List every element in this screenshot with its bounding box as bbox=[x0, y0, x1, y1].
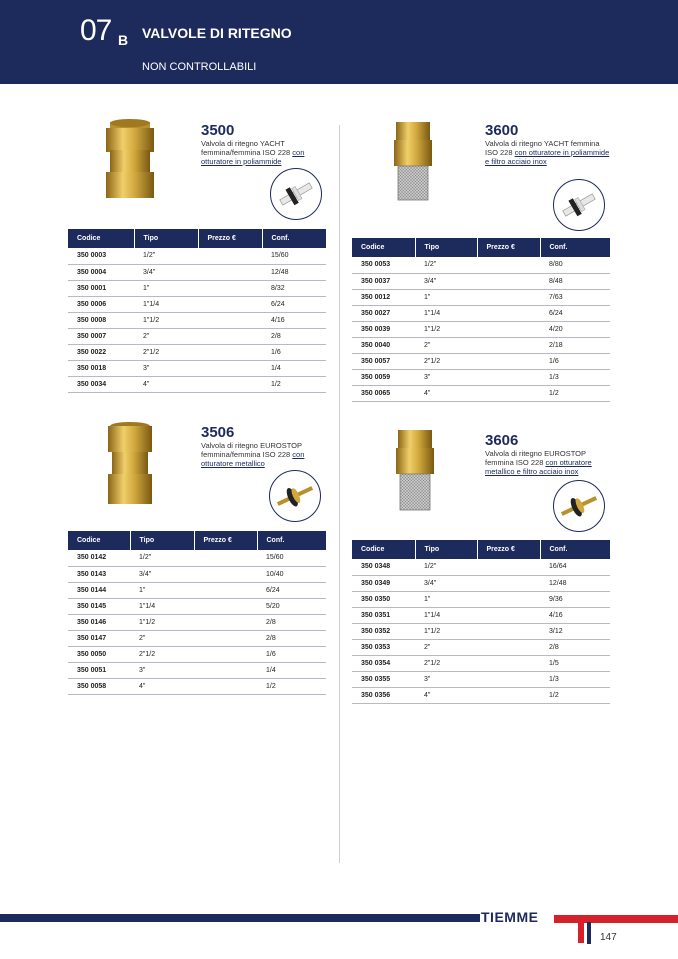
footer-bar bbox=[0, 914, 480, 922]
col-tipo: Tipo bbox=[415, 238, 477, 257]
table-cell: 1"1/2 bbox=[134, 312, 198, 328]
table-cell: 3/4" bbox=[415, 575, 477, 591]
footer-accent-red bbox=[554, 915, 678, 923]
code-cell: 350 0027 bbox=[352, 305, 415, 321]
code-cell: 350 0057 bbox=[352, 353, 415, 369]
code-cell: 350 0018 bbox=[68, 360, 134, 376]
product-description bbox=[201, 441, 326, 468]
table-cell bbox=[477, 671, 540, 687]
col-conf: Conf. bbox=[257, 531, 326, 550]
code-cell: 350 0143 bbox=[68, 566, 130, 582]
col-codice: Codice bbox=[68, 531, 130, 550]
table-cell: 2" bbox=[415, 639, 477, 655]
table-row bbox=[68, 662, 326, 678]
product-code: 3606 bbox=[485, 432, 519, 449]
code-cell: 350 0053 bbox=[352, 257, 415, 273]
col-prezzo: Prezzo € bbox=[194, 531, 257, 550]
table-row bbox=[352, 639, 610, 655]
table-cell: 12/48 bbox=[540, 575, 610, 591]
table-cell: 1"1/2 bbox=[130, 614, 194, 630]
table-cell: 1"1/4 bbox=[415, 305, 477, 321]
table-cell: 1/2 bbox=[540, 687, 610, 703]
code-cell: 350 0022 bbox=[68, 344, 134, 360]
col-prezzo: Prezzo € bbox=[477, 238, 540, 257]
table-cell: 1/3 bbox=[540, 671, 610, 687]
table-cell: 4" bbox=[130, 678, 194, 694]
code-cell: 350 0352 bbox=[352, 623, 415, 639]
description-text: Valvola di ritegno EUROSTOP femmina ISO 228 bbox=[485, 449, 586, 467]
code-cell: 350 0008 bbox=[68, 312, 134, 328]
table-row bbox=[352, 273, 610, 289]
col-codice: Codice bbox=[68, 229, 134, 248]
table-cell bbox=[194, 630, 257, 646]
code-cell: 350 0146 bbox=[68, 614, 130, 630]
table-cell bbox=[198, 264, 262, 280]
table-cell: 1/2" bbox=[415, 257, 477, 273]
product-table bbox=[352, 238, 610, 402]
table-cell bbox=[198, 360, 262, 376]
table-cell: 2/8 bbox=[257, 614, 326, 630]
table-row bbox=[352, 385, 610, 401]
table-cell: 1/2 bbox=[262, 376, 326, 392]
table-cell bbox=[477, 575, 540, 591]
table-cell: 2"1/2 bbox=[134, 344, 198, 360]
table-cell: 3/4" bbox=[134, 264, 198, 280]
table-cell bbox=[477, 607, 540, 623]
col-conf: Conf. bbox=[262, 229, 326, 248]
check-valve-image bbox=[98, 118, 162, 204]
code-cell: 350 0355 bbox=[352, 671, 415, 687]
code-cell: 350 0007 bbox=[68, 328, 134, 344]
table-cell: 2/8 bbox=[540, 639, 610, 655]
table-cell: 1/4 bbox=[262, 360, 326, 376]
section-subtitle: NON CONTROLLABILI bbox=[142, 61, 257, 73]
table-row bbox=[352, 305, 610, 321]
chapter-number: 07 bbox=[80, 14, 112, 47]
product-description bbox=[485, 449, 610, 476]
table-cell: 3" bbox=[130, 662, 194, 678]
table-header-row bbox=[68, 229, 326, 248]
table-cell: 9/36 bbox=[540, 591, 610, 607]
code-cell: 350 0145 bbox=[68, 598, 130, 614]
table-cell bbox=[477, 655, 540, 671]
table-cell: 3/12 bbox=[540, 623, 610, 639]
table-cell bbox=[198, 248, 262, 264]
table-row bbox=[68, 248, 326, 264]
table-cell: 2"1/2 bbox=[415, 655, 477, 671]
table-cell bbox=[477, 273, 540, 289]
table-cell bbox=[477, 353, 540, 369]
check-valve-image bbox=[100, 420, 160, 508]
table-cell: 4" bbox=[134, 376, 198, 392]
table-cell: 4" bbox=[415, 687, 477, 703]
code-cell: 350 0142 bbox=[68, 550, 130, 566]
table-cell: 1/6 bbox=[257, 646, 326, 662]
table-cell bbox=[198, 328, 262, 344]
code-cell: 350 0350 bbox=[352, 591, 415, 607]
description-highlight: con otturatore in poliammide e filtro acciaio inox bbox=[485, 148, 610, 166]
polyamide-poppet-icon bbox=[554, 180, 604, 230]
table-row bbox=[352, 353, 610, 369]
table-cell bbox=[194, 662, 257, 678]
table-cell: 1/2 bbox=[257, 678, 326, 694]
foot-valve-image bbox=[392, 428, 438, 514]
table-cell bbox=[194, 582, 257, 598]
table-cell bbox=[198, 376, 262, 392]
table-cell bbox=[194, 614, 257, 630]
table-cell: 4/16 bbox=[262, 312, 326, 328]
table-header-row bbox=[352, 238, 610, 257]
code-cell: 350 0040 bbox=[352, 337, 415, 353]
code-cell: 350 0037 bbox=[352, 273, 415, 289]
table-cell: 4/20 bbox=[540, 321, 610, 337]
col-tipo: Tipo bbox=[134, 229, 198, 248]
table-cell bbox=[198, 280, 262, 296]
col-conf: Conf. bbox=[540, 238, 610, 257]
table-cell: 1/6 bbox=[262, 344, 326, 360]
table-cell: 1" bbox=[415, 591, 477, 607]
column-divider bbox=[339, 125, 340, 863]
table-cell: 4/16 bbox=[540, 607, 610, 623]
table-cell: 1/5 bbox=[540, 655, 610, 671]
table-cell bbox=[477, 385, 540, 401]
table-cell bbox=[477, 623, 540, 639]
col-tipo: Tipo bbox=[130, 531, 194, 550]
table-cell: 15/60 bbox=[257, 550, 326, 566]
table-cell: 1/3 bbox=[540, 369, 610, 385]
description-highlight: con otturatore metallico bbox=[201, 450, 305, 468]
code-cell: 350 0348 bbox=[352, 559, 415, 575]
table-row bbox=[68, 598, 326, 614]
code-cell: 350 0001 bbox=[68, 280, 134, 296]
code-cell: 350 0349 bbox=[352, 575, 415, 591]
foot-valve-image bbox=[390, 120, 436, 204]
footer-accent-red-vertical bbox=[578, 915, 584, 943]
table-cell: 2" bbox=[134, 328, 198, 344]
table-cell: 1/2" bbox=[130, 550, 194, 566]
table-cell bbox=[477, 639, 540, 655]
table-cell bbox=[194, 678, 257, 694]
code-cell: 350 0004 bbox=[68, 264, 134, 280]
table-row bbox=[352, 337, 610, 353]
table-cell: 2" bbox=[130, 630, 194, 646]
product-code: 3500 bbox=[201, 122, 235, 139]
table-header-row bbox=[68, 531, 326, 550]
section-title: VALVOLE DI RITEGNO bbox=[142, 25, 292, 41]
table-row bbox=[68, 614, 326, 630]
poppet-badge bbox=[553, 480, 605, 532]
table-cell bbox=[198, 312, 262, 328]
table-row bbox=[352, 369, 610, 385]
table-row bbox=[68, 566, 326, 582]
table-row bbox=[352, 607, 610, 623]
table-row bbox=[68, 582, 326, 598]
col-conf: Conf. bbox=[540, 540, 610, 559]
code-cell: 350 0147 bbox=[68, 630, 130, 646]
table-cell: 2"1/2 bbox=[130, 646, 194, 662]
table-cell: 6/24 bbox=[262, 296, 326, 312]
table-cell bbox=[477, 257, 540, 273]
table-cell: 16/64 bbox=[540, 559, 610, 575]
table-cell: 2" bbox=[415, 337, 477, 353]
code-cell: 350 0144 bbox=[68, 582, 130, 598]
code-cell: 350 0051 bbox=[68, 662, 130, 678]
product-table bbox=[68, 229, 326, 393]
table-row bbox=[352, 623, 610, 639]
table-row bbox=[68, 280, 326, 296]
table-cell: 1/2 bbox=[540, 385, 610, 401]
table-cell: 5/20 bbox=[257, 598, 326, 614]
product-table bbox=[68, 531, 326, 695]
code-cell: 350 0058 bbox=[68, 678, 130, 694]
code-cell: 350 0034 bbox=[68, 376, 134, 392]
table-row bbox=[68, 312, 326, 328]
polyamide-poppet-icon bbox=[271, 169, 321, 219]
table-cell bbox=[477, 369, 540, 385]
table-cell bbox=[198, 296, 262, 312]
description-text: Valvola di ritegno EUROSTOP femmina/femmina ISO 228 bbox=[201, 441, 302, 459]
chapter-suffix: B bbox=[118, 32, 129, 48]
table-cell: 8/32 bbox=[262, 280, 326, 296]
table-cell: 8/48 bbox=[540, 273, 610, 289]
table-header-row bbox=[352, 540, 610, 559]
table-cell bbox=[194, 566, 257, 582]
poppet-badge bbox=[553, 179, 605, 231]
table-row bbox=[352, 575, 610, 591]
table-cell: 1"1/2 bbox=[415, 321, 477, 337]
table-cell bbox=[477, 289, 540, 305]
description-highlight: con otturatore metallico e filtro acciaio inox bbox=[485, 458, 592, 476]
code-cell: 350 0050 bbox=[68, 646, 130, 662]
table-row bbox=[68, 646, 326, 662]
table-cell: 7/63 bbox=[540, 289, 610, 305]
table-cell: 1" bbox=[415, 289, 477, 305]
table-row bbox=[68, 264, 326, 280]
table-cell bbox=[477, 337, 540, 353]
table-cell: 1"1/4 bbox=[134, 296, 198, 312]
table-row bbox=[68, 376, 326, 392]
table-row bbox=[352, 257, 610, 273]
code-cell: 350 0356 bbox=[352, 687, 415, 703]
table-row bbox=[352, 321, 610, 337]
table-row bbox=[352, 289, 610, 305]
product-code: 3506 bbox=[201, 424, 235, 441]
table-cell: 1"1/4 bbox=[130, 598, 194, 614]
description-text: Valvola di ritegno YACHT femmina/femmina ISO 228 bbox=[201, 139, 293, 157]
col-codice: Codice bbox=[352, 238, 415, 257]
table-cell: 1/2" bbox=[415, 559, 477, 575]
code-cell: 350 0039 bbox=[352, 321, 415, 337]
footer-accent-navy-vertical bbox=[587, 922, 591, 944]
description-text: Valvola di ritegno YACHT femmina ISO 228 bbox=[485, 139, 600, 157]
col-codice: Codice bbox=[352, 540, 415, 559]
table-cell bbox=[198, 344, 262, 360]
code-cell: 350 0354 bbox=[352, 655, 415, 671]
table-cell: 1/6 bbox=[540, 353, 610, 369]
table-row bbox=[68, 344, 326, 360]
poppet-badge bbox=[270, 168, 322, 220]
product-description bbox=[485, 139, 610, 166]
table-cell: 3" bbox=[415, 369, 477, 385]
table-row bbox=[352, 655, 610, 671]
table-cell: 1" bbox=[130, 582, 194, 598]
table-row bbox=[68, 360, 326, 376]
table-cell bbox=[477, 559, 540, 575]
table-row bbox=[68, 550, 326, 566]
table-cell: 1" bbox=[134, 280, 198, 296]
table-row bbox=[68, 328, 326, 344]
description-highlight: con otturatore in poliammide bbox=[201, 148, 305, 166]
table-row bbox=[68, 630, 326, 646]
table-cell: 8/80 bbox=[540, 257, 610, 273]
metal-poppet-icon bbox=[270, 471, 320, 521]
table-row bbox=[352, 591, 610, 607]
table-cell: 1"1/4 bbox=[415, 607, 477, 623]
table-cell bbox=[477, 591, 540, 607]
code-cell: 350 0006 bbox=[68, 296, 134, 312]
table-cell: 3" bbox=[415, 671, 477, 687]
table-cell: 1/4 bbox=[257, 662, 326, 678]
table-cell: 6/24 bbox=[257, 582, 326, 598]
table-cell: 3" bbox=[134, 360, 198, 376]
col-tipo: Tipo bbox=[415, 540, 477, 559]
table-cell bbox=[194, 598, 257, 614]
table-cell: 3/4" bbox=[415, 273, 477, 289]
table-cell: 12/48 bbox=[262, 264, 326, 280]
code-cell: 350 0351 bbox=[352, 607, 415, 623]
table-cell: 1/2" bbox=[134, 248, 198, 264]
code-cell: 350 0012 bbox=[352, 289, 415, 305]
code-cell: 350 0065 bbox=[352, 385, 415, 401]
table-cell: 15/60 bbox=[262, 248, 326, 264]
table-cell: 6/24 bbox=[540, 305, 610, 321]
metal-poppet-icon bbox=[554, 481, 604, 531]
table-cell: 2"1/2 bbox=[415, 353, 477, 369]
table-cell bbox=[477, 305, 540, 321]
table-cell: 4" bbox=[415, 385, 477, 401]
table-cell bbox=[477, 687, 540, 703]
table-cell: 10/40 bbox=[257, 566, 326, 582]
code-cell: 350 0059 bbox=[352, 369, 415, 385]
code-cell: 350 0003 bbox=[68, 248, 134, 264]
col-prezzo: Prezzo € bbox=[477, 540, 540, 559]
product-description bbox=[201, 139, 326, 166]
table-cell: 2/8 bbox=[257, 630, 326, 646]
table-row bbox=[352, 559, 610, 575]
page-header bbox=[0, 0, 678, 84]
brand-logo: TIEMME bbox=[481, 909, 539, 925]
poppet-badge bbox=[269, 470, 321, 522]
table-cell: 1"1/2 bbox=[415, 623, 477, 639]
table-row bbox=[68, 678, 326, 694]
table-cell: 2/18 bbox=[540, 337, 610, 353]
page-number: 147 bbox=[600, 932, 617, 943]
table-cell: 2/8 bbox=[262, 328, 326, 344]
table-cell bbox=[194, 646, 257, 662]
table-row bbox=[352, 687, 610, 703]
col-prezzo: Prezzo € bbox=[198, 229, 262, 248]
table-row bbox=[68, 296, 326, 312]
table-cell bbox=[477, 321, 540, 337]
table-row bbox=[352, 671, 610, 687]
product-code: 3600 bbox=[485, 122, 519, 139]
table-cell: 3/4" bbox=[130, 566, 194, 582]
table-cell bbox=[194, 550, 257, 566]
code-cell: 350 0353 bbox=[352, 639, 415, 655]
product-table bbox=[352, 540, 610, 704]
